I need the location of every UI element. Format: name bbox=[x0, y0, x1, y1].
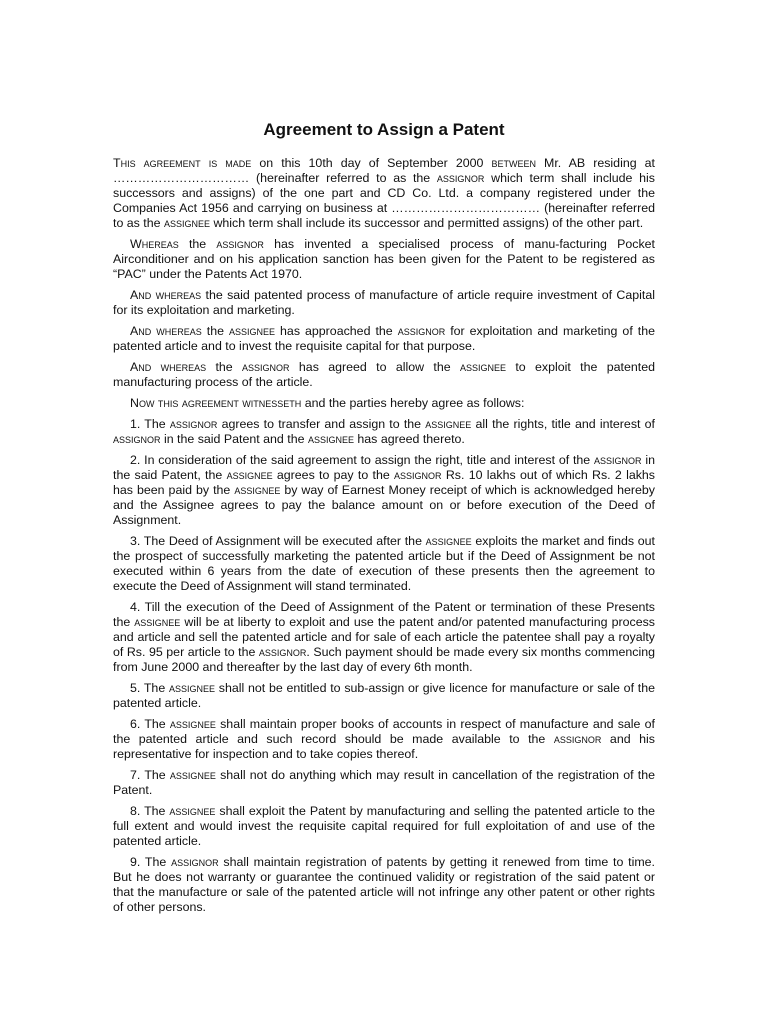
paragraph bbox=[113, 288, 655, 318]
small-caps-term: assignor bbox=[171, 855, 219, 869]
small-caps-term: assignee bbox=[459, 360, 506, 374]
small-caps-term: assignee bbox=[168, 681, 215, 695]
paragraph-text: has agreed thereto. bbox=[353, 432, 465, 446]
small-caps-term: assignor bbox=[216, 237, 264, 251]
paragraph-text: and the parties hereby agree as follows: bbox=[301, 396, 525, 410]
paragraph-text: shall maintain registration of patents by getting it renewed from time to time. But he does not warranty or guarantee the continued validity or registration of the said patent or that the manufacture or sale of the patented article will not infringe any other patent or other rights of other persons. bbox=[113, 855, 655, 914]
small-caps-term: Whereas bbox=[130, 237, 179, 251]
small-caps-term: assignor bbox=[242, 360, 290, 374]
paragraph-text: Rs. 10 lakhs out of which Rs. 2 lakhs has been paid by the bbox=[113, 468, 655, 497]
paragraph-text: and his representative for inspection and to take copies thereof. bbox=[113, 732, 655, 761]
paragraph-text: . Such payment should be made every six months commencing from June 2000 and thereafter by the last day of every 6th month. bbox=[113, 645, 655, 674]
paragraph bbox=[113, 417, 655, 447]
paragraph-text: shall exploit the Patent by manufacturing and selling the patented article to the full extent and would invest the requisite capital required for full exploitation of and use of the patented article. bbox=[113, 804, 655, 848]
paragraph-text: 9. The bbox=[130, 855, 172, 869]
small-caps-term: assignor bbox=[553, 732, 602, 746]
paragraph-text: the bbox=[178, 237, 217, 251]
small-caps-term: assignee bbox=[234, 483, 281, 497]
small-caps-term: assignee bbox=[134, 615, 181, 629]
paragraph-text: has invented a specialised process of manu-facturing Pocket Airconditioner and on his application sanction has been given for the Patent to be registered as “PAC” under the Patents Act 1970. bbox=[113, 237, 655, 281]
small-caps-term: assignee bbox=[425, 534, 472, 548]
small-caps-term: assignee bbox=[425, 417, 472, 431]
paragraph bbox=[113, 453, 655, 528]
small-caps-term: assignor bbox=[258, 645, 307, 659]
paragraph-text: 1. The bbox=[130, 417, 170, 431]
paragraph bbox=[113, 156, 655, 231]
paragraph-text: 8. The bbox=[130, 804, 170, 818]
paragraph bbox=[113, 600, 655, 675]
paragraph bbox=[113, 237, 655, 282]
paragraph-text: on this 10th day of September 2000 bbox=[251, 156, 492, 170]
paragraph bbox=[113, 768, 655, 798]
paragraph-text: 6. The bbox=[130, 717, 170, 731]
small-caps-term: assignee bbox=[307, 432, 354, 446]
paragraph-text: 3. The Deed of Assignment will be executed after the bbox=[130, 534, 426, 548]
small-caps-term: assignor bbox=[436, 171, 485, 185]
paragraph-text: 7. The bbox=[130, 768, 170, 782]
paragraph-text: shall not be entitled to sub-assign or give licence for manufacture or sale of the patented article. bbox=[113, 681, 655, 710]
small-caps-term: Now this agreement witnesseth bbox=[130, 396, 302, 410]
paragraph-text: has approached the bbox=[275, 324, 398, 338]
small-caps-term: And whereas bbox=[130, 324, 202, 338]
paragraph bbox=[113, 855, 655, 915]
paragraph-text: all the rights, title and interest of bbox=[471, 417, 655, 431]
paragraph-text: which term shall include his successors and assigns) of the one part and CD Co. Ltd. a company registered under the Companies Act 1956 and carrying on business at ……………………………… (hereinafter referred to as the bbox=[113, 171, 655, 230]
small-caps-term: assignor bbox=[594, 453, 642, 467]
paragraph-text: exploits the market and finds out the prospect of successfully marketing the patented article but if the Deed of Assignment be not executed within 6 years from the date of execution of these presents then the agreement to execute the Deed of Assignment will stand terminated. bbox=[113, 534, 655, 593]
small-caps-term: assignor bbox=[394, 468, 442, 482]
paragraph-text: to exploit the patented manufacturing process of the article. bbox=[113, 360, 655, 389]
small-caps-term: assignee bbox=[226, 468, 273, 482]
paragraph bbox=[113, 804, 655, 849]
paragraph-text: 4. Till the execution of the Deed of Assignment of the Patent or termination of these Presents the bbox=[113, 600, 655, 629]
paragraph-text: which term shall include its successor and permitted assigns) of the other part. bbox=[210, 216, 644, 230]
paragraph-text: will be at liberty to exploit and use the patent and/or patented manufacturing process and article and sell the patented article and for sale of each article the patentee shall pay a royalty of Rs. 95 per article to the bbox=[113, 615, 655, 659]
paragraph-text: agrees to pay to the bbox=[272, 468, 395, 482]
small-caps-term: assignor bbox=[169, 417, 218, 431]
paragraph bbox=[113, 396, 655, 411]
paragraph-text: in the said Patent, the bbox=[113, 453, 655, 482]
paragraph-text: in the said Patent and the bbox=[160, 432, 308, 446]
paragraph-text: Mr. AB residing at …………………………… (hereinafter referred to as the bbox=[113, 156, 655, 185]
small-caps-term: assignee bbox=[229, 324, 276, 338]
document-title: Agreement to Assign a Patent bbox=[263, 120, 505, 139]
paragraph-text: 5. The bbox=[130, 681, 169, 695]
paragraph bbox=[113, 717, 655, 762]
paragraph-text: has agreed to allow the bbox=[289, 360, 460, 374]
paragraph-text: agrees to transfer and assign to the bbox=[217, 417, 426, 431]
small-caps-term: assignor bbox=[113, 432, 161, 446]
paragraph-text: the said patented process of manufacture of article require investment of Capital for its exploitation and marketing. bbox=[113, 288, 655, 317]
paragraph bbox=[113, 324, 655, 354]
paragraph-text: the bbox=[206, 360, 243, 374]
small-caps-term: And whereas bbox=[130, 288, 202, 302]
paragraph bbox=[113, 360, 655, 390]
small-caps-term: assignee bbox=[169, 804, 216, 818]
small-caps-term: assignor bbox=[397, 324, 446, 338]
small-caps-term: between bbox=[491, 156, 536, 170]
paragraph-text: for exploitation and marketing of the patented article and to invest the requisite capital for that purpose. bbox=[113, 324, 655, 353]
paragraph-text: 2. In consideration of the said agreement to assign the right, title and interest of the bbox=[130, 453, 595, 467]
paragraph-text: shall maintain proper books of accounts in respect of manufacture and sale of the patented article and such record should be made available to the bbox=[113, 717, 655, 746]
paragraph bbox=[113, 534, 655, 594]
small-caps-term: This agreement is made bbox=[113, 156, 252, 170]
small-caps-term: assignee bbox=[169, 717, 216, 731]
paragraph-text: by way of Earnest Money receipt of which is acknowledged hereby and the Assignee agrees to pay the balance amount on or before execution of the Deed of Assignment. bbox=[113, 483, 655, 527]
small-caps-term: assignee bbox=[163, 216, 210, 230]
small-caps-term: And whereas bbox=[130, 360, 207, 374]
paragraph bbox=[113, 681, 655, 711]
small-caps-term: assignee bbox=[169, 768, 216, 782]
paragraph-text: the bbox=[201, 324, 230, 338]
document-body bbox=[113, 156, 655, 915]
paragraph-text: shall not do anything which may result in cancellation of the registration of the Patent. bbox=[113, 768, 655, 797]
